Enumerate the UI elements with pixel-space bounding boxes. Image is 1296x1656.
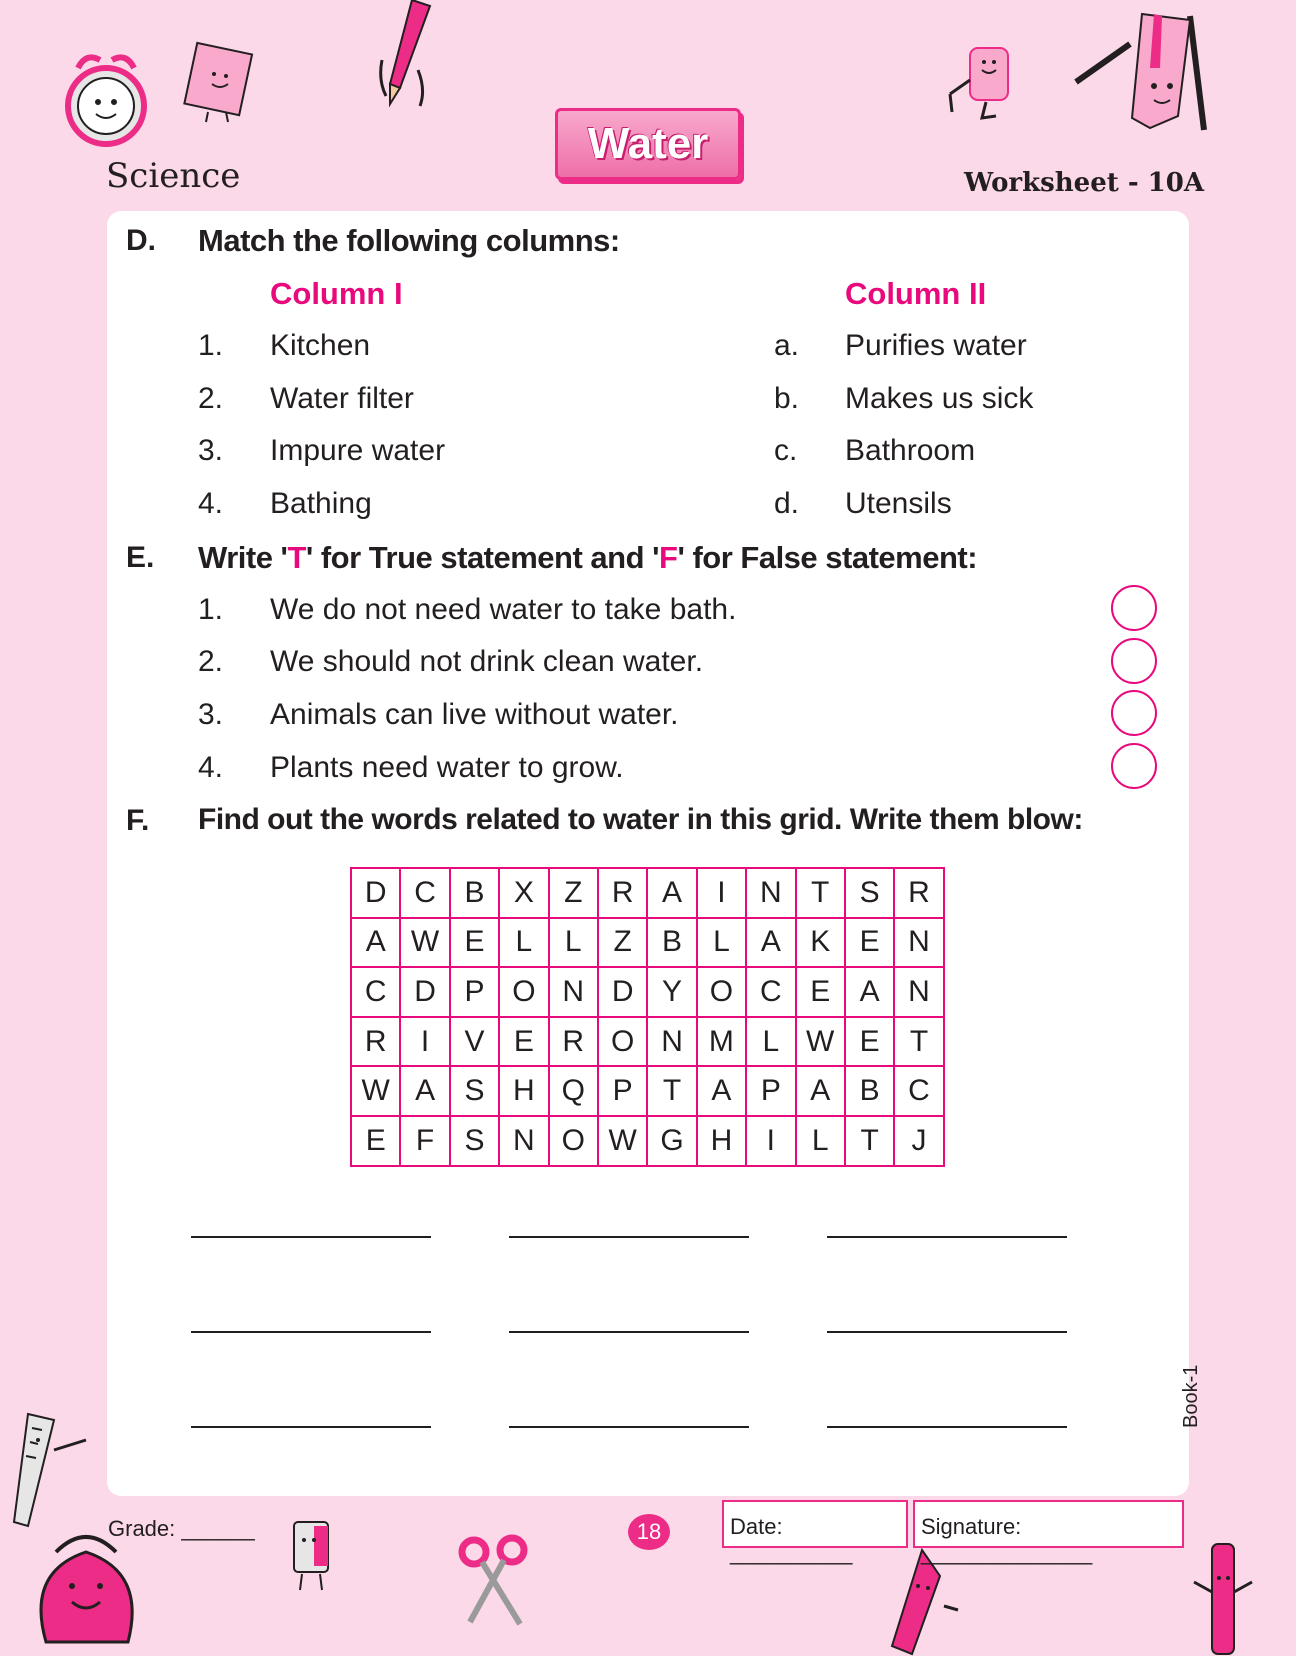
grid-cell[interactable]: E — [796, 967, 845, 1017]
alarm-clock-icon — [56, 44, 156, 154]
match-right-item: Utensils — [845, 487, 952, 520]
grid-cell[interactable]: A — [351, 918, 400, 968]
grid-cell[interactable]: E — [845, 1017, 894, 1067]
grid-cell[interactable]: R — [894, 868, 943, 918]
grid-cell[interactable]: B — [647, 918, 696, 968]
grid-row — [351, 1017, 944, 1067]
grid-cell[interactable]: D — [400, 967, 449, 1017]
grid-cell[interactable]: E — [450, 918, 499, 968]
grid-cell[interactable]: Y — [647, 967, 696, 1017]
eraser-icon — [946, 40, 1026, 120]
grid-cell[interactable]: K — [796, 918, 845, 968]
match-right-item: Makes us sick — [845, 382, 1034, 415]
match-right-item: Bathroom — [845, 434, 976, 467]
grid-cell[interactable]: B — [845, 1066, 894, 1116]
ruler-character-icon — [8, 1410, 94, 1530]
worksheet-number: Worksheet - 10A — [964, 168, 1205, 198]
grid-cell[interactable]: X — [499, 868, 548, 918]
grid-cell[interactable]: S — [845, 868, 894, 918]
grid-cell[interactable]: T — [796, 868, 845, 918]
grid-cell[interactable]: A — [796, 1066, 845, 1116]
answer-blank[interactable] — [827, 1236, 1067, 1238]
pen-character-icon — [1190, 1538, 1256, 1656]
match-num: 4. — [198, 487, 224, 520]
column1-heading: Column I — [270, 276, 403, 311]
grid-cell[interactable]: O — [549, 1116, 598, 1166]
section-d-letter: D. — [126, 224, 156, 257]
grid-cell[interactable]: V — [450, 1017, 499, 1067]
tf-statement: Plants need water to grow. — [270, 751, 624, 784]
tf-answer-circle[interactable] — [1111, 690, 1157, 736]
tf-answer-circle[interactable] — [1111, 638, 1157, 684]
sharpener-icon — [284, 1518, 344, 1594]
tf-num: 1. — [198, 593, 224, 626]
grid-cell[interactable]: P — [450, 967, 499, 1017]
grid-cell[interactable]: I — [400, 1017, 449, 1067]
answer-blank[interactable] — [191, 1331, 431, 1333]
grid-cell[interactable]: W — [796, 1017, 845, 1067]
grid-cell[interactable]: A — [845, 967, 894, 1017]
backpack-icon — [16, 1522, 156, 1656]
match-left-item: Kitchen — [270, 329, 371, 362]
grid-cell[interactable]: C — [351, 967, 400, 1017]
tf-statement: We do not need water to take bath. — [270, 593, 737, 626]
grid-cell[interactable]: L — [746, 1017, 795, 1067]
section-f-title: Find out the words related to water in this grid. Write them blow: — [198, 803, 1083, 836]
grid-cell[interactable]: R — [351, 1017, 400, 1067]
grid-cell[interactable]: T — [647, 1066, 696, 1116]
grid-cell[interactable]: S — [450, 1066, 499, 1116]
scissors-icon — [456, 1534, 532, 1630]
grid-cell[interactable]: A — [400, 1066, 449, 1116]
grid-cell[interactable]: H — [697, 1116, 746, 1166]
grid-cell[interactable]: A — [746, 918, 795, 968]
match-left-item: Impure water — [270, 434, 446, 467]
subject-label: Science — [106, 156, 241, 196]
grid-cell[interactable]: Q — [549, 1066, 598, 1116]
grid-cell[interactable]: O — [697, 967, 746, 1017]
notebook-icon — [178, 40, 260, 126]
match-letter: a. — [774, 329, 800, 362]
grid-cell[interactable]: T — [894, 1017, 943, 1067]
match-letter: c. — [774, 434, 798, 467]
grid-cell[interactable]: N — [746, 868, 795, 918]
title-banner — [555, 108, 741, 180]
tf-statement: Animals can live without water. — [270, 698, 679, 731]
grid-cell[interactable]: O — [598, 1017, 647, 1067]
grid-cell[interactable]: L — [796, 1116, 845, 1166]
grid-cell[interactable]: F — [400, 1116, 449, 1166]
page-number: 18 — [628, 1514, 670, 1550]
grid-cell[interactable]: J — [894, 1116, 943, 1166]
match-num: 3. — [198, 434, 224, 467]
grid-cell[interactable]: I — [697, 868, 746, 918]
grid-row — [351, 1116, 944, 1166]
grid-cell[interactable]: C — [400, 868, 449, 918]
answer-blank[interactable] — [827, 1331, 1067, 1333]
grid-cell[interactable]: M — [697, 1017, 746, 1067]
grid-cell[interactable]: H — [499, 1066, 548, 1116]
tf-num: 3. — [198, 698, 224, 731]
answer-blank[interactable] — [191, 1236, 431, 1238]
section-f-letter: F. — [126, 804, 150, 837]
grid-cell[interactable]: A — [647, 868, 696, 918]
grid-cell[interactable]: D — [598, 967, 647, 1017]
grid-cell[interactable]: O — [499, 967, 548, 1017]
grid-cell[interactable]: W — [598, 1116, 647, 1166]
match-num: 2. — [198, 382, 224, 415]
tf-answer-circle[interactable] — [1111, 743, 1157, 789]
section-e-letter: E. — [126, 541, 155, 574]
grid-cell[interactable]: P — [746, 1066, 795, 1116]
tf-answer-circle[interactable] — [1111, 585, 1157, 631]
grid-cell[interactable]: E — [845, 918, 894, 968]
grid-cell[interactable]: D — [351, 868, 400, 918]
answer-blank[interactable] — [509, 1426, 749, 1428]
section-e-title: Write 'T' for True statement and 'F' for False statement: — [198, 540, 978, 575]
answer-blank[interactable] — [509, 1236, 749, 1238]
match-left-item: Bathing — [270, 487, 372, 520]
grid-cell[interactable]: R — [598, 868, 647, 918]
grade-field[interactable]: Grade: ______ — [108, 1516, 255, 1541]
grid-cell[interactable]: E — [499, 1017, 548, 1067]
tf-num: 2. — [198, 645, 224, 678]
grid-cell[interactable]: C — [746, 967, 795, 1017]
grid-row — [351, 1066, 944, 1116]
grid-cell[interactable]: R — [549, 1017, 598, 1067]
word-search-grid — [350, 867, 945, 1167]
date-field[interactable]: Date: __________ — [722, 1500, 908, 1548]
signature-field[interactable]: Signature: ______________ — [913, 1500, 1184, 1548]
grid-cell[interactable]: N — [499, 1116, 548, 1166]
grid-cell[interactable]: W — [351, 1066, 400, 1116]
grid-cell[interactable]: B — [450, 868, 499, 918]
grid-row — [351, 918, 944, 968]
page-title: Water — [587, 119, 709, 168]
grid-cell[interactable]: N — [894, 918, 943, 968]
pencil-character-icon — [1070, 8, 1210, 138]
grid-cell[interactable]: L — [549, 918, 598, 968]
grid-cell[interactable]: I — [746, 1116, 795, 1166]
grid-cell[interactable]: C — [894, 1066, 943, 1116]
match-letter: d. — [774, 487, 800, 520]
grid-cell[interactable]: N — [647, 1017, 696, 1067]
grid-row — [351, 967, 944, 1017]
book-label: Book-1 — [1180, 1364, 1202, 1428]
grid-cell[interactable]: S — [450, 1116, 499, 1166]
answer-blank[interactable] — [827, 1426, 1067, 1428]
pencil-icon — [378, 0, 438, 110]
section-d-title: Match the following columns: — [198, 223, 620, 258]
match-right-item: Purifies water — [845, 329, 1027, 362]
match-num: 1. — [198, 329, 224, 362]
tf-num: 4. — [198, 751, 224, 784]
tf-statement: We should not drink clean water. — [270, 645, 704, 678]
grid-row — [351, 868, 944, 918]
column2-heading: Column II — [845, 276, 987, 311]
grid-cell[interactable]: A — [697, 1066, 746, 1116]
grid-cell[interactable]: Z — [549, 868, 598, 918]
answer-blank[interactable] — [191, 1426, 431, 1428]
grid-cell[interactable]: G — [647, 1116, 696, 1166]
grid-cell[interactable]: W — [400, 918, 449, 968]
grid-cell[interactable]: N — [549, 967, 598, 1017]
grid-cell[interactable]: Z — [598, 918, 647, 968]
grid-cell[interactable]: E — [351, 1116, 400, 1166]
grid-cell[interactable]: N — [894, 967, 943, 1017]
answer-blank[interactable] — [509, 1331, 749, 1333]
match-letter: b. — [774, 382, 800, 415]
grid-cell[interactable]: T — [845, 1116, 894, 1166]
match-left-item: Water filter — [270, 382, 414, 415]
grid-cell[interactable]: L — [697, 918, 746, 968]
grid-cell[interactable]: P — [598, 1066, 647, 1116]
grid-cell[interactable]: L — [499, 918, 548, 968]
